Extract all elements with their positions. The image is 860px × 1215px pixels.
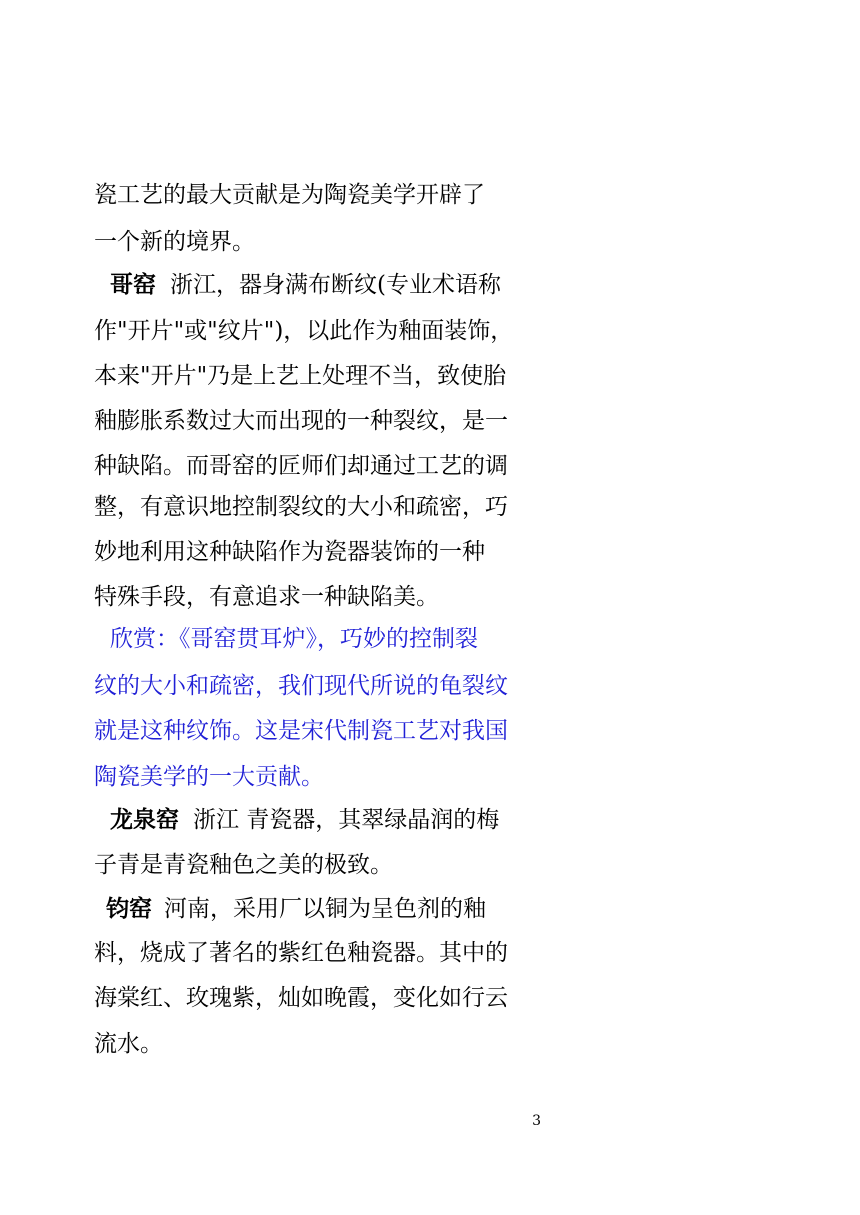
page-number: 3 — [532, 1113, 541, 1129]
ge-kiln-line-1 — [110, 270, 540, 300]
ge-kiln-line-7: 妙地利用这种缺陷作为瓷器装饰的一种 — [94, 539, 485, 565]
ge-kiln-name: 哥窑 — [110, 271, 156, 298]
appreciation-line-3: 就是这种纹饰。这是宋代制瓷工艺对我国 — [94, 718, 508, 744]
ge-kiln-line-8: 特殊手段，有意追求一种缺陷美。 — [94, 584, 439, 610]
jun-kiln-name: 钧窑 — [106, 895, 152, 922]
appreciation-line-2: 纹的大小和疏密，我们现代所说的龟裂纹 — [94, 673, 508, 699]
appreciation-line-4: 陶瓷美学的一大贡献。 — [94, 764, 324, 790]
ge-kiln-line-2: 作"开片"或"纹片")，以此作为釉面装饰， — [94, 318, 514, 344]
intro-line-1: 瓷工艺的最大贡献是为陶瓷美学开辟了 — [94, 182, 485, 208]
intro-line-2: 一个新的境界。 — [94, 229, 255, 255]
longquan-kiln-line-1 — [110, 805, 540, 835]
appreciation-line-1: 欣赏：《哥窑贯耳炉》，巧妙的控制裂 — [110, 626, 478, 652]
longquan-kiln-name: 龙泉窑 — [110, 806, 179, 833]
longquan-kiln-line-1-text: 浙江 青瓷器，其翠绿晶润的梅 — [193, 807, 500, 833]
ge-kiln-line-1-text: 浙江，器身满布断纹(专业术语称 — [170, 272, 501, 298]
ge-kiln-line-5: 种缺陷。而哥窑的匠师们却通过工艺的调 — [94, 453, 508, 479]
ge-kiln-line-6: 整，有意识地控制裂纹的大小和疏密，巧 — [94, 494, 508, 520]
jun-kiln-line-1-text: 河南，采用厂以铜为呈色剂的釉 — [164, 896, 486, 922]
ge-kiln-line-4: 釉膨胀系数过大而出现的一种裂纹，是一 — [94, 408, 508, 434]
jun-kiln-line-2: 料，烧成了著名的紫红色釉瓷器。其中的 — [94, 940, 508, 966]
jun-kiln-line-3: 海棠红、玫瑰紫，灿如晚霞，变化如行云 — [94, 985, 508, 1011]
longquan-kiln-line-2: 子青是青瓷釉色之美的极致。 — [94, 852, 393, 878]
jun-kiln-line-1 — [106, 894, 540, 924]
ge-kiln-line-3: 本来"开片"乃是上艺上处理不当，致使胎 — [94, 363, 507, 389]
jun-kiln-line-4: 流水。 — [94, 1031, 163, 1057]
